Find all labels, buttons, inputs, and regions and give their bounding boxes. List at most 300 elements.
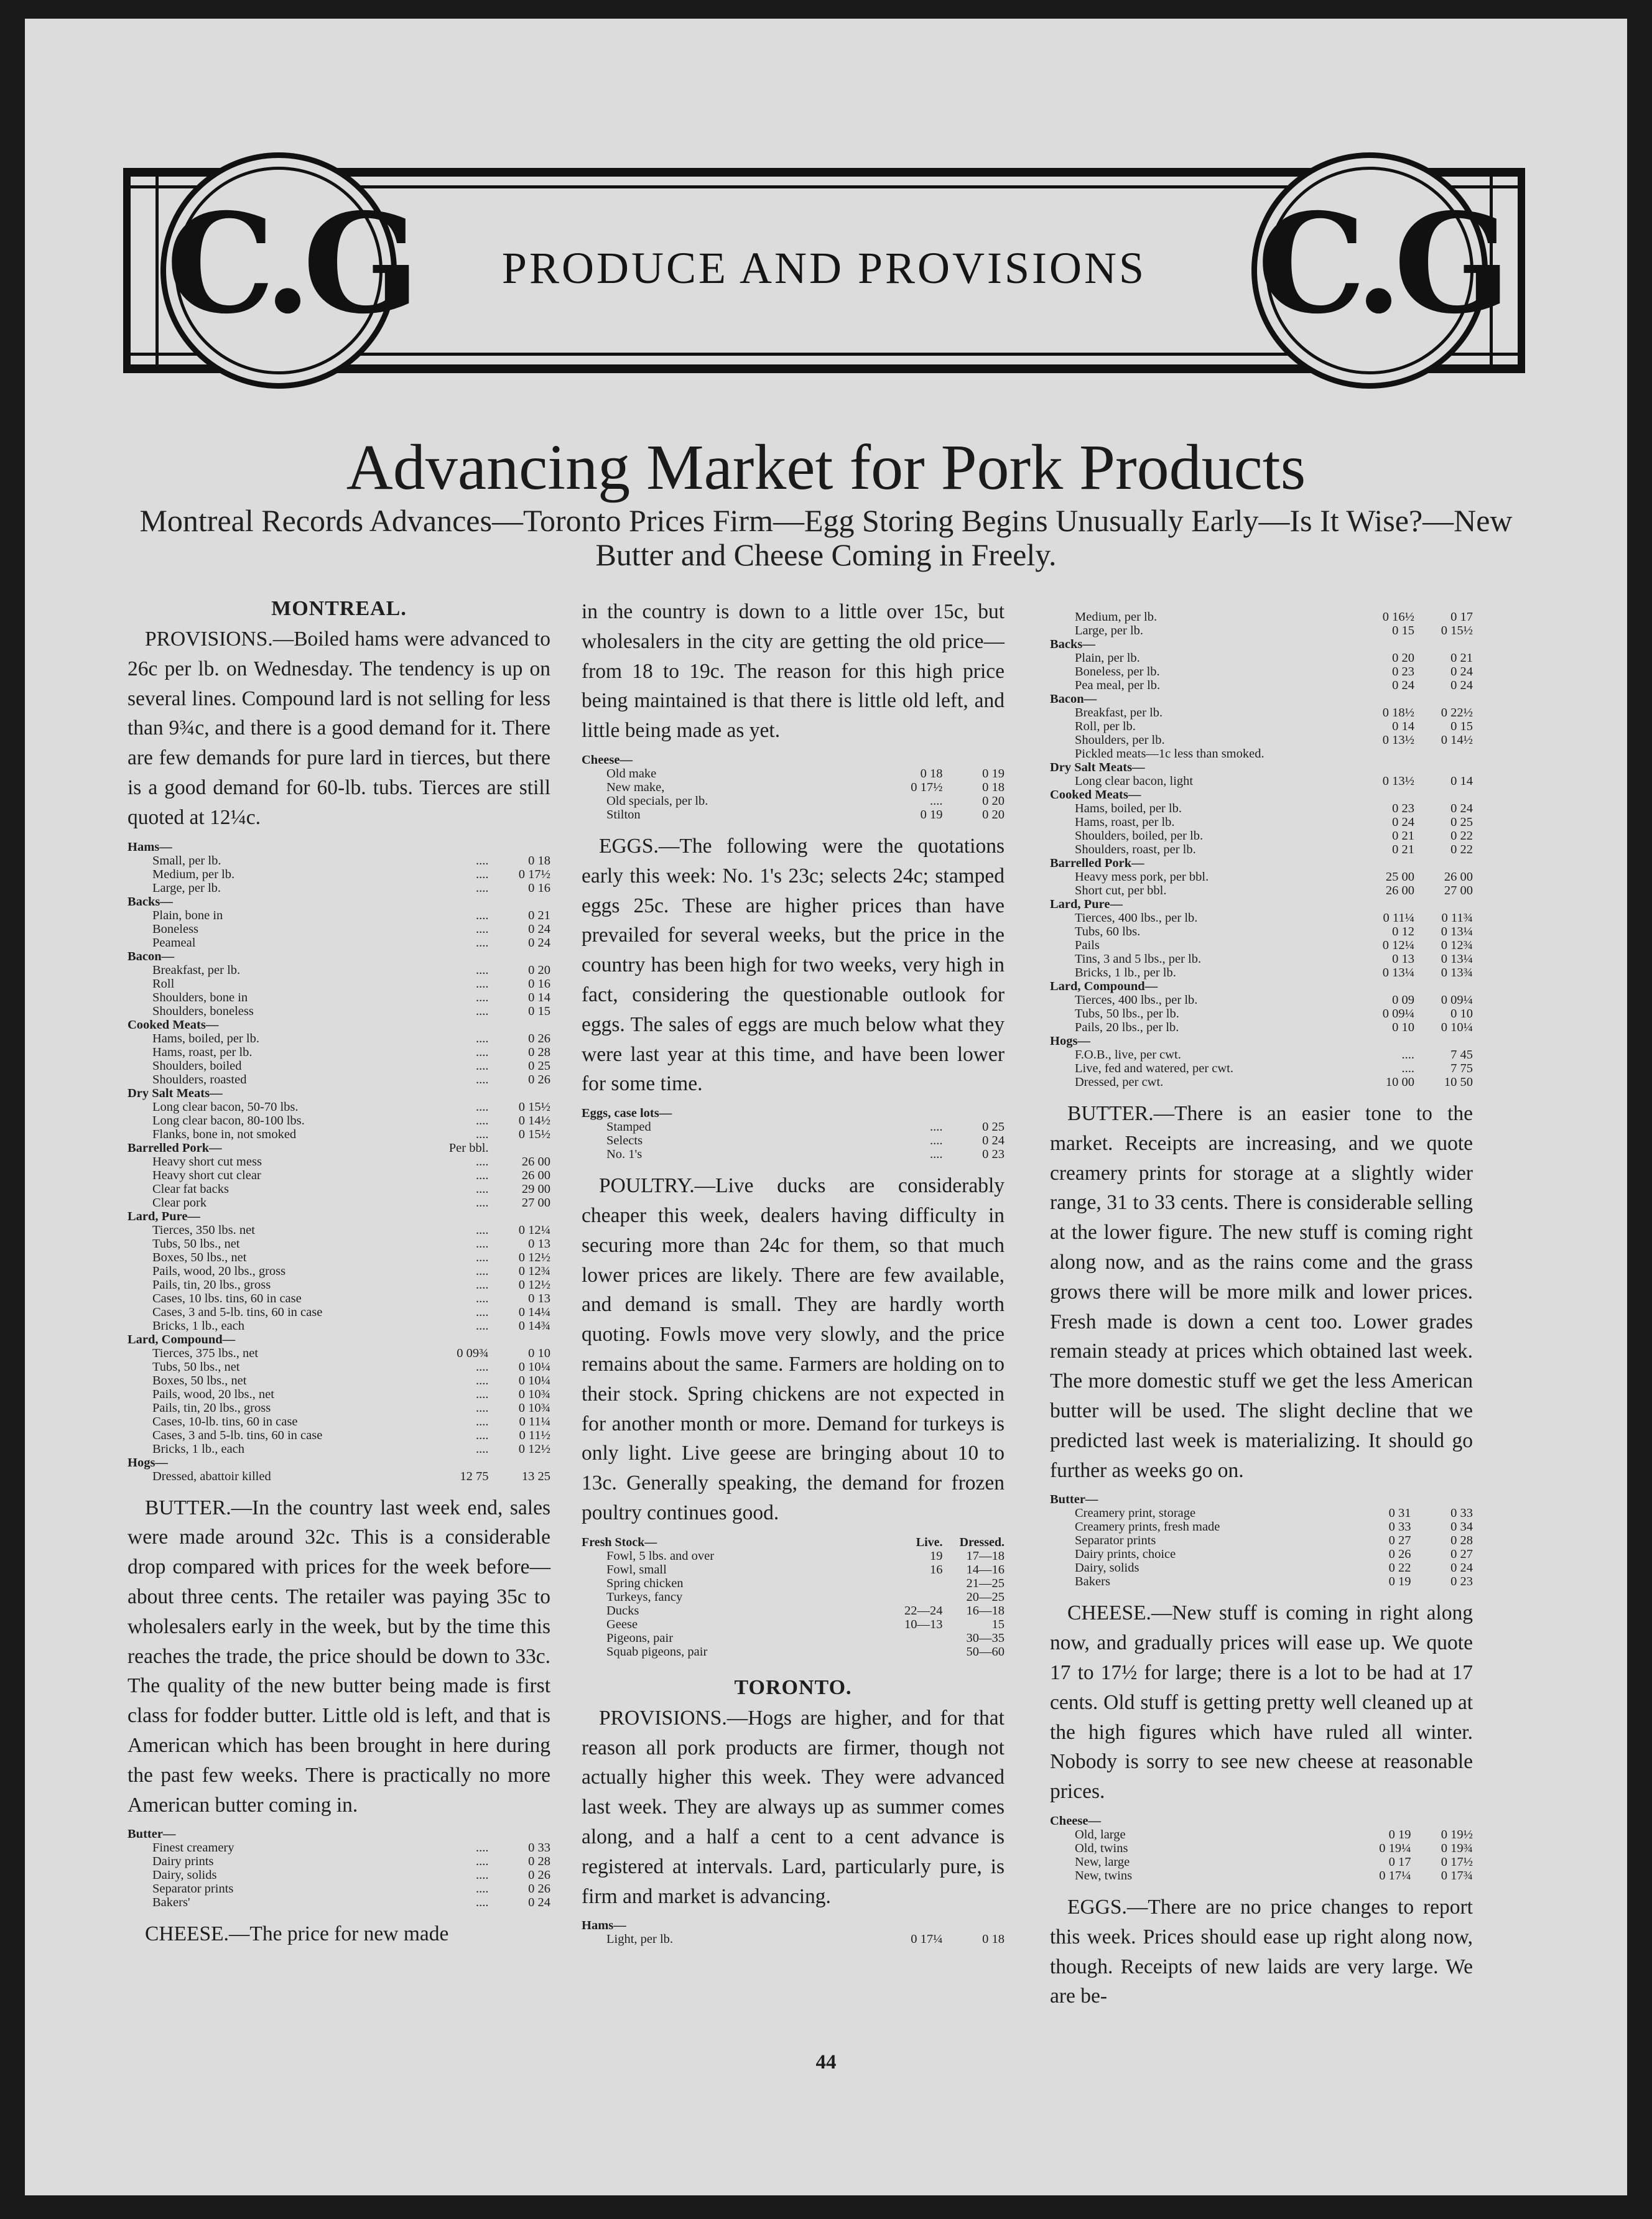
price-label: Roll, per lb.	[1075, 720, 1136, 733]
price-row	[128, 1128, 550, 1141]
price-label: Boxes, 50 lbs., net	[152, 1373, 247, 1387]
price-row	[128, 1841, 550, 1855]
price-row	[128, 1882, 550, 1896]
price-label: Bricks, 1 lb., per lb.	[1075, 966, 1176, 980]
montreal-eggs-price-table	[582, 1106, 1005, 1161]
price-value-low: 0 17	[1388, 1855, 1411, 1869]
price-value-high: 0 24	[528, 922, 550, 936]
price-value-low	[1349, 1493, 1411, 1506]
price-row	[1050, 980, 1473, 993]
price-label: Creamery print, storage	[1075, 1506, 1196, 1521]
price-row	[128, 1333, 550, 1346]
price-value-low	[427, 840, 488, 854]
price-value-high	[489, 950, 550, 963]
price-label: Dairy prints, choice	[1075, 1547, 1176, 1562]
price-value-low: ....	[930, 1134, 943, 1148]
price-value-low: 0 16½	[1382, 610, 1414, 624]
price-row	[1050, 665, 1473, 679]
price-row	[1050, 692, 1473, 706]
price-value-low: 0 13½	[1382, 774, 1414, 788]
price-row	[1050, 966, 1473, 980]
price-value-high: 0 16	[528, 881, 550, 895]
price-label: Peameal	[152, 935, 196, 950]
price-row	[582, 767, 1005, 781]
price-value-low: 0 18½	[1382, 706, 1414, 720]
price-value-high: 0 17	[1450, 610, 1473, 624]
price-row	[582, 1147, 1005, 1161]
price-label: Long clear bacon, 80-100 lbs.	[152, 1113, 305, 1128]
price-value-high: 0 17¾	[1441, 1868, 1473, 1883]
price-value-low	[1356, 856, 1414, 870]
price-label: Tins, 3 and 5 lbs., per lb.	[1075, 952, 1202, 966]
price-value-low: 25 00	[1385, 870, 1414, 884]
price-row	[1050, 1062, 1473, 1075]
price-value-low: ....	[476, 1072, 489, 1086]
price-label: Old, large	[1075, 1827, 1126, 1841]
price-row	[1050, 897, 1473, 911]
price-value-low: ....	[476, 1360, 489, 1374]
price-label: Separator prints	[1075, 1534, 1156, 1548]
price-value-low: ....	[1401, 1062, 1414, 1075]
price-row	[128, 963, 550, 977]
price-row	[582, 1106, 1005, 1120]
price-value-high: 21—25	[966, 1576, 1005, 1590]
price-row	[128, 1387, 550, 1401]
price-label: Heavy short cut mess	[152, 1154, 262, 1169]
price-value-low: ....	[476, 922, 489, 936]
price-label: Clear fat backs	[152, 1182, 229, 1196]
price-value-high	[1414, 637, 1473, 651]
price-row	[128, 1292, 550, 1305]
price-label: Shoulders, roasted	[152, 1072, 247, 1086]
price-value-high: 0 14½	[1441, 733, 1473, 747]
price-row	[1050, 1547, 1473, 1561]
section-title: PRODUCE AND PROVISIONS	[501, 243, 1147, 293]
toronto-heading: TORONTO.	[734, 1675, 852, 1699]
price-value-high	[1414, 692, 1473, 706]
price-label: Boneless, per lb.	[1075, 665, 1160, 679]
price-value-low: 0 10	[1392, 1021, 1414, 1034]
price-label: Pails	[1075, 938, 1100, 952]
price-value-low: ....	[476, 1004, 489, 1018]
price-label: Long clear bacon, light	[1075, 774, 1194, 788]
price-value-high: 0 10¾	[518, 1401, 550, 1415]
price-label: Bakers'	[152, 1896, 190, 1910]
price-label: Lard, Compound—	[1050, 980, 1158, 993]
price-value-high: 0 22	[1450, 829, 1473, 843]
price-value-high: 0 12½	[518, 1277, 550, 1292]
price-label: Dairy, solids	[1075, 1561, 1139, 1575]
price-value-high: 0 14½	[518, 1113, 550, 1128]
price-value-low: 0 19	[920, 807, 943, 822]
price-label: Pea meal, per lb.	[1075, 679, 1161, 692]
price-value-low	[1356, 788, 1414, 802]
price-value-high	[943, 1106, 1005, 1120]
price-value-high: 0 11¼	[519, 1414, 550, 1429]
cg-logo	[1251, 152, 1502, 389]
price-value-low	[881, 1577, 942, 1590]
price-value-high: 0 10¾	[518, 1387, 550, 1401]
price-label: Shoulders, boiled, per lb.	[1075, 829, 1204, 843]
price-row	[1050, 733, 1473, 747]
price-label: Butter—	[1050, 1493, 1098, 1507]
price-value-low: ....	[476, 976, 489, 991]
price-value-low: 0 11¼	[1383, 911, 1414, 925]
price-label: Large, per lb.	[1075, 624, 1144, 637]
logo-monogram: C.G	[1257, 183, 1502, 344]
price-label: Dressed, per cwt.	[1075, 1075, 1164, 1089]
price-label: Cheese—	[582, 753, 633, 767]
price-label: Shoulders, bone in	[152, 990, 248, 1004]
price-value-low: ....	[476, 1264, 489, 1278]
price-label: Tubs, 50 lbs., net	[152, 1360, 240, 1374]
price-value-high: 0 24	[1450, 1561, 1473, 1575]
price-row	[128, 909, 550, 922]
price-row	[582, 1536, 1005, 1549]
price-value-low: 16	[930, 1562, 943, 1577]
price-row	[128, 1045, 550, 1059]
price-value-low	[427, 1086, 488, 1100]
price-label: Dry Salt Meats—	[1050, 761, 1145, 774]
price-label: New, twins	[1075, 1868, 1133, 1883]
price-label: Hams, boiled, per lb.	[152, 1031, 259, 1045]
price-value-low	[427, 895, 488, 909]
price-value-high	[489, 1333, 550, 1346]
price-value-high	[489, 1210, 550, 1223]
price-value-high	[489, 1086, 550, 1100]
price-value-low	[1349, 1814, 1411, 1828]
price-row	[1050, 815, 1473, 829]
price-label: Tierces, 400 lbs., per lb.	[1075, 911, 1198, 925]
price-value-low: ....	[476, 1373, 489, 1387]
price-value-high: 0 13¾	[1441, 966, 1473, 980]
price-value-high: 17—18	[966, 1549, 1005, 1563]
price-value-low: ....	[476, 1127, 489, 1141]
price-row	[128, 1251, 550, 1264]
price-value-low	[1356, 897, 1414, 911]
price-value-high: 0 24	[528, 935, 550, 950]
price-label: Dairy, solids	[152, 1868, 217, 1883]
price-label: Pails, 20 lbs., per lb.	[1075, 1021, 1179, 1034]
price-value-high: 0 14	[1450, 774, 1473, 788]
price-row	[582, 1631, 1005, 1645]
price-value-low: 0 12	[1392, 925, 1414, 938]
price-value-high: Dressed.	[959, 1535, 1005, 1549]
price-row	[582, 1604, 1005, 1618]
price-value-high: 0 19½	[1441, 1827, 1473, 1841]
price-value-low: 0 20	[1392, 651, 1414, 665]
price-row	[128, 1155, 550, 1169]
price-value-low	[881, 753, 942, 767]
price-label: Live, fed and watered, per cwt.	[1075, 1062, 1233, 1075]
price-value-high: 0 17½	[518, 867, 550, 881]
price-value-low: ....	[476, 908, 489, 922]
price-value-high: 0 25	[1450, 815, 1473, 829]
price-label: Bakers	[1075, 1575, 1110, 1589]
price-value-low: 0 17¼	[1379, 1868, 1411, 1883]
price-value-high	[1414, 1034, 1473, 1048]
price-value-high: 0 33	[1450, 1506, 1473, 1521]
price-label: Shoulders, per lb.	[1075, 733, 1165, 747]
price-value-low: 0 13	[1392, 952, 1414, 966]
price-row	[128, 1442, 550, 1456]
price-row	[128, 840, 550, 854]
price-label: Boxes, 50 lbs., net	[152, 1250, 247, 1264]
price-row	[1050, 747, 1473, 761]
price-value-low: ....	[476, 1182, 489, 1196]
price-label: Hams—	[128, 840, 172, 854]
price-value-low: 0 18	[920, 766, 943, 781]
price-value-high: 0 17½	[1441, 1855, 1473, 1869]
price-value-high: 0 13¼	[1441, 952, 1473, 966]
price-value-high: 0 10¼	[518, 1360, 550, 1374]
price-label: Lard, Pure—	[128, 1209, 200, 1223]
price-label: Plain, per lb.	[1075, 651, 1140, 665]
price-label: Bacon—	[1050, 692, 1097, 706]
price-value-high: 0 27	[1450, 1547, 1473, 1562]
price-value-high	[1414, 856, 1473, 870]
price-value-high	[1414, 788, 1473, 802]
price-label: Hams, roast, per lb.	[152, 1045, 253, 1059]
price-row	[128, 1319, 550, 1333]
price-label: Butter—	[128, 1827, 176, 1841]
price-value-high: 0 24	[1450, 802, 1473, 815]
toronto-eggs-paragraph: EGGS.—There are no price changes to report this week. Prices should ease up right along now, though. Receipts of new laids are very large. We are be-	[1050, 1895, 1473, 2008]
toronto-cheese-price-table	[1050, 1814, 1473, 1883]
price-value-high	[943, 753, 1005, 767]
price-value-high: 0 10	[1450, 1007, 1473, 1021]
price-value-low: 0 19¼	[1379, 1841, 1411, 1855]
price-row	[128, 1429, 550, 1442]
montreal-cheese-price-table	[582, 753, 1005, 822]
price-label: New make,	[606, 780, 665, 794]
price-label: Shoulders, roast, per lb.	[1075, 843, 1196, 856]
price-value-low	[881, 1919, 942, 1932]
price-row	[1050, 1561, 1473, 1575]
price-value-low: ....	[476, 1045, 489, 1059]
toronto-cheese-paragraph: CHEESE.—New stuff is coming in right along now, and gradually prices will ease up. We quote 17 to 17½ for large; there is a lot to be had at 17 cents. Old stuff is getting pretty well cleaned up at the high figures which have ruled all winter. Nobody is sorry to see new cheese at reasonable prices.	[1050, 1601, 1473, 1804]
price-label: Long clear bacon, 50-70 lbs.	[152, 1100, 299, 1114]
price-label: Spring chicken	[606, 1576, 684, 1590]
price-value-high: 0 28	[1450, 1534, 1473, 1548]
price-row	[1050, 925, 1473, 938]
price-label: Clear pork	[152, 1195, 207, 1210]
price-label: Tierces, 350 lbs. net	[152, 1223, 255, 1237]
price-value-low	[427, 1018, 488, 1032]
column-2	[582, 597, 1005, 1956]
price-value-low: ....	[476, 1168, 489, 1182]
price-value-high: 0 20	[982, 794, 1005, 808]
montreal-butter-price-table	[128, 1827, 550, 1909]
price-value-low: ....	[476, 1868, 489, 1883]
price-label: Cases, 10-lb. tins, 60 in case	[152, 1414, 298, 1429]
price-label: Bricks, 1 lb., each	[152, 1318, 245, 1333]
price-label: Separator prints	[152, 1882, 234, 1896]
price-value-high: 0 26	[528, 1072, 550, 1086]
price-value-high: 0 13	[528, 1291, 550, 1305]
price-value-high: 0 21	[1450, 651, 1473, 665]
price-label: Bricks, 1 lb., each	[152, 1442, 245, 1456]
price-label: Lard, Compound—	[128, 1332, 236, 1346]
montreal-provisions-price-table	[128, 840, 550, 1483]
price-row	[128, 1018, 550, 1032]
price-value-high	[1411, 1814, 1473, 1828]
price-value-high: 0 15	[528, 1004, 550, 1018]
price-row	[582, 781, 1005, 794]
price-row	[1050, 1869, 1473, 1883]
price-row	[128, 1415, 550, 1429]
price-label: Boneless	[152, 922, 199, 936]
price-value-high: 0 19¾	[1441, 1841, 1473, 1855]
price-label: Ducks	[606, 1603, 639, 1618]
price-row	[1050, 829, 1473, 843]
price-value-high: 0 22½	[1441, 706, 1473, 720]
price-label: Small, per lb.	[152, 853, 221, 868]
price-value-low: 26 00	[1385, 884, 1414, 897]
price-value-high: 0 20	[982, 807, 1005, 822]
price-value-low	[427, 950, 488, 963]
price-value-low: 0 19	[1388, 1827, 1411, 1841]
price-value-low: ....	[476, 1277, 489, 1292]
price-value-low: ....	[476, 1223, 489, 1237]
price-value-high: 0 12½	[518, 1442, 550, 1456]
price-value-high: 27 00	[1444, 884, 1473, 897]
price-value-high: 0 10¼	[518, 1373, 550, 1387]
price-label: Pigeons, pair	[606, 1631, 674, 1645]
price-value-high: 0 24	[528, 1896, 550, 1910]
price-value-high: 0 25	[982, 1120, 1005, 1134]
price-value-low	[1356, 1034, 1414, 1048]
price-value-high	[1414, 980, 1473, 993]
price-label: Selects	[606, 1134, 643, 1148]
price-value-low: ....	[476, 1318, 489, 1333]
price-row	[582, 1563, 1005, 1577]
toronto-butter-paragraph: BUTTER.—There is an easier tone to the market. Receipts are increasing, and we quote creamery prints for storage at a slightly wider range, 31 to 33 cents. There is considerable selling at the lower figure. The new stuff is coming right along now, and as the rains come and the grass grows there will be more milk and lower prices. Fresh made is down a cent too. Lower grades remain steady at prices which obtained last week. The more domestic stuff we get the less American butter will be used. The slight decline that we predicted last week is materializing. It should go further as weeks go on.	[1050, 1102, 1473, 1482]
price-value-low: 10—13	[904, 1617, 943, 1631]
price-row	[1050, 884, 1473, 897]
price-value-high: 0 18	[528, 853, 550, 868]
price-value-low: 0 09¾	[457, 1346, 489, 1360]
price-label: Shoulders, boiled	[152, 1059, 242, 1073]
price-value-low: ....	[930, 1147, 943, 1162]
price-value-high: 13 25	[521, 1469, 550, 1483]
toronto-provisions-paragraph: PROVISIONS.—Hogs are higher, and for that reason all pork products are firmer, though not actually higher this week. They were advanced last week. They are always up as summer comes along, and a half a cent to a cent advance is registered at intervals. Lard, particularly pure, is firm and market is advancing.	[582, 1706, 1005, 1908]
price-value-low: ....	[930, 1120, 943, 1134]
price-row	[1050, 856, 1473, 870]
price-value-low	[1356, 637, 1414, 651]
price-value-high: 0 11¾	[1441, 911, 1473, 925]
price-row	[1050, 952, 1473, 966]
price-value-low: ....	[476, 1305, 489, 1319]
price-value-high	[1414, 761, 1473, 774]
price-value-high: 0 15½	[518, 1100, 550, 1114]
price-value-high: 14—16	[966, 1562, 1005, 1577]
price-value-low: ....	[476, 1195, 489, 1210]
price-value-low: 0 13¼	[1382, 966, 1414, 980]
price-value-high: 7 45	[1450, 1048, 1473, 1062]
price-value-low: 0 17¼	[911, 1932, 943, 1947]
price-value-low: ....	[476, 881, 489, 895]
price-value-high: 0 18	[982, 780, 1005, 794]
price-row	[1050, 1841, 1473, 1855]
price-value-low	[427, 1210, 488, 1223]
price-row	[1050, 761, 1473, 774]
price-value-low: ....	[476, 1154, 489, 1169]
price-label: Squab pigeons, pair	[606, 1644, 708, 1659]
price-value-high: 30—35	[966, 1631, 1005, 1645]
price-label: Hogs—	[1050, 1034, 1090, 1048]
price-value-low: 0 21	[1392, 829, 1414, 843]
price-row	[128, 868, 550, 881]
price-value-high: 0 12¼	[518, 1223, 550, 1237]
price-label: Finest creamery	[152, 1841, 234, 1855]
price-row	[1050, 1034, 1473, 1048]
price-value-high: 50—60	[966, 1644, 1005, 1659]
price-value-low: ....	[930, 794, 943, 808]
price-value-high: 0 24	[982, 1134, 1005, 1148]
price-label: Fresh Stock—	[582, 1535, 657, 1549]
price-label: Heavy short cut clear	[152, 1168, 261, 1182]
article-subhead: Montreal Records Advances—Toronto Prices Firm—Egg Storing Begins Unusually Early—Is It Wise?—New Butter and Cheese Coming in Freely.	[139, 503, 1513, 572]
price-row	[1050, 870, 1473, 884]
price-value-low: ....	[476, 1250, 489, 1264]
price-label: F.O.B., live, per cwt.	[1075, 1048, 1181, 1062]
price-row	[128, 1169, 550, 1182]
price-row	[582, 1645, 1005, 1659]
price-value-low: ....	[476, 1414, 489, 1429]
price-value-high: 0 21	[528, 908, 550, 922]
price-value-low	[1356, 692, 1414, 706]
price-value-low: 0 23	[1392, 802, 1414, 815]
price-value-high: 0 15½	[518, 1127, 550, 1141]
price-row	[128, 881, 550, 895]
toronto-provisions-price-table	[1050, 610, 1473, 1089]
price-label: Eggs, case lots—	[582, 1106, 672, 1121]
price-row	[128, 1210, 550, 1223]
price-row	[1050, 1021, 1473, 1034]
price-value-high: 0 14¾	[518, 1318, 550, 1333]
price-value-low: 0 15	[1392, 624, 1414, 637]
price-value-low	[881, 1645, 942, 1659]
price-row	[1050, 720, 1473, 733]
price-value-high	[1414, 897, 1473, 911]
price-row	[1050, 1828, 1473, 1841]
price-value-high: 16—18	[966, 1603, 1005, 1618]
price-label: Pails, wood, 20 lbs., net	[152, 1387, 274, 1401]
price-row	[128, 1086, 550, 1100]
price-label: Pails, tin, 20 lbs., gross	[152, 1401, 271, 1415]
price-row	[1050, 637, 1473, 651]
price-row	[128, 936, 550, 950]
price-row	[128, 1182, 550, 1196]
montreal-poultry-paragraph: POULTRY.—Live ducks are considerably cheaper this week, dealers having difficulty in securing more than 24c for them, so that much lower prices are likely. There are few available, and demand is small. They are hardly worth quoting. Fowls move very slowly, and the price remains about the same. Farmers are holding on to their stock. Spring chickens are not expected in for another month or more. Demand for turkeys is only light. Live geese are bringing about 10 to 13c. Generally speaking, the demand for frozen poultry continues good.	[582, 1174, 1005, 1524]
price-label: Hams, boiled, per lb.	[1075, 802, 1182, 815]
price-row	[128, 1305, 550, 1319]
price-value-high	[489, 840, 550, 854]
price-value-low: 0 19	[1388, 1575, 1411, 1589]
price-label: Barrelled Pork—	[128, 1141, 222, 1155]
price-value-low: ....	[476, 1428, 489, 1442]
price-label: Tierces, 400 lbs., per lb.	[1075, 993, 1198, 1007]
price-row	[128, 1223, 550, 1237]
price-value-high: 0 23	[982, 1147, 1005, 1162]
price-value-high: 0 19	[982, 766, 1005, 781]
price-label: Hogs—	[128, 1455, 168, 1470]
price-label: Cases, 3 and 5-lb. tins, 60 in case	[152, 1428, 323, 1442]
price-value-low: ....	[476, 1896, 489, 1910]
price-value-low: ....	[476, 853, 489, 868]
section-banner	[123, 149, 1525, 392]
